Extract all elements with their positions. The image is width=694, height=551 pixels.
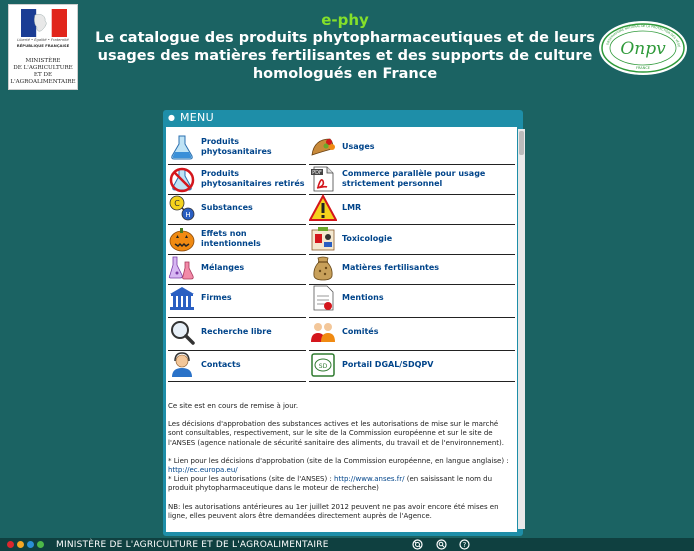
menu-item-toxicologie[interactable] — [309, 225, 514, 253]
cornucopia-icon — [309, 133, 337, 161]
menu-item-contacts[interactable] — [168, 351, 308, 379]
info-text-span: * Lien pour les autorisations (site de l'ANSES) : — [168, 475, 335, 484]
svg-text:PDF: PDF — [312, 170, 322, 176]
menu-item-substances[interactable] — [168, 194, 308, 222]
svg-text:SD: SD — [318, 363, 328, 370]
menu-item-label: Recherche libre — [201, 327, 272, 336]
info-paragraph: Les décisions d'approbation des substances actives et les autorisations de mise sur le marché sont consultables, respectivement, sur le site de la Commission européenne et sur le site de l'ANSES (agence nationale de sécurité sanitaire des aliments, du travail et de l'environnement). — [168, 420, 504, 447]
info-text-span: * Lien pour les décisions d'approbation (site de la Commission européenne, en langue anglaise) : — [168, 456, 509, 465]
info-paragraph — [168, 457, 514, 494]
onpv-ring-text: OBSERVATOIRE NATIONAL DE LA PROTECTION DES VÉGÉ — [605, 23, 681, 48]
menu-item-portail-dgal[interactable] — [309, 351, 514, 379]
menu-item-label: Toxicologie — [342, 234, 393, 243]
menu-item-label: Matières fertilisantes — [342, 263, 440, 272]
pdf-icon — [309, 165, 337, 193]
menu-item-melanges[interactable] — [168, 254, 308, 282]
footer-dot-blue — [27, 541, 34, 548]
menu-item-produits-phytosanitaires[interactable] — [168, 133, 308, 161]
separator — [168, 381, 306, 382]
label-line: phytosanitaires — [201, 147, 272, 156]
republic-motto: Liberté • Égalité • Fraternité — [17, 38, 69, 42]
info-text — [168, 402, 514, 530]
menu-title: MENU — [180, 111, 214, 124]
onpv-country: FRANCE — [636, 66, 650, 70]
label-line: phytosanitaires retirés — [201, 179, 305, 188]
ministry-line: ET DE — [33, 72, 53, 78]
ministry-logo — [8, 4, 78, 90]
fertilizer-bag-icon — [309, 254, 337, 282]
portal-icon — [309, 351, 337, 379]
menu-item-matieres-fertilisantes[interactable] — [309, 254, 514, 282]
menu-item-label: Mentions — [342, 293, 384, 302]
ministry-line: L'AGROALIMENTAIRE — [10, 79, 76, 85]
republic-label: RÉPUBLIQUE FRANÇAISE — [16, 43, 70, 48]
svg-text:?: ? — [462, 541, 467, 549]
search-icon[interactable] — [436, 539, 447, 550]
footer-dot-red — [7, 541, 14, 548]
menu-item-mentions[interactable] — [309, 284, 514, 312]
menu-item-usages[interactable] — [309, 133, 514, 161]
marianne-flag-icon — [21, 9, 67, 37]
mixing-flasks-icon — [168, 254, 196, 282]
ministry-line: DE L'AGRICULTURE — [13, 65, 73, 71]
menu-item-produits-retires[interactable] — [168, 165, 308, 193]
info-paragraph: NB: les autorisations antérieures au 1er juillet 2012 peuvent ne pas avoir encore été mises en ligne, elles peuvent alors être demandées directement auprès de l'Agence. — [168, 502, 499, 520]
title-line: Le catalogue des produits phytopharmaceutiques et de leurs — [95, 30, 595, 46]
label-line: Effets non — [201, 229, 247, 238]
menu-content — [166, 127, 517, 532]
info-text-span: (en saisissant le nom du produit phytopharmaceutique dans le moteur de recherche) — [168, 475, 493, 493]
menu-item-effets-non-intentionnels[interactable] — [168, 225, 308, 253]
toxicology-icon — [309, 225, 337, 253]
footer-ministry-text: MINISTÈRE DE L'AGRICULTURE ET DE L'AGROALIMENTAIRE — [56, 540, 329, 550]
info-paragraph: Ce site est en cours de remise à jour. — [168, 402, 299, 410]
scrollbar-thumb[interactable] — [519, 131, 524, 155]
menu-item-label — [201, 229, 261, 249]
menu-panel — [163, 110, 523, 536]
title-line: homologués en France — [252, 66, 438, 82]
label-line: Produits — [201, 169, 240, 178]
link-anses[interactable]: http://www.anses.fr/ — [334, 475, 405, 484]
people-icon — [309, 318, 337, 346]
label-line: Produits — [201, 137, 240, 146]
menu-item-label: Contacts — [201, 360, 241, 369]
bullet-icon: ● — [168, 113, 175, 122]
svg-text:C: C — [174, 199, 180, 208]
molecule-icon — [168, 194, 196, 222]
lifebuoy-icon[interactable] — [412, 539, 423, 550]
footer-dot-orange — [17, 541, 24, 548]
warning-icon — [309, 194, 337, 222]
svg-text:H: H — [185, 211, 191, 219]
label-line: Commerce parallèle pour usage — [342, 169, 486, 178]
menu-item-label: Mélanges — [201, 263, 245, 272]
ministry-name — [9, 58, 77, 86]
menu-item-label: Substances — [201, 203, 253, 212]
site-brand: e-phy — [321, 11, 369, 29]
menu-item-label — [201, 137, 272, 157]
menu-item-lmr[interactable] — [309, 194, 514, 222]
title-line: usages des matières fertilisantes et des supports de culture — [97, 48, 593, 64]
separator — [309, 381, 515, 382]
ministry-line: MINISTÈRE — [25, 58, 61, 64]
label-line: strictement personnel — [342, 179, 443, 188]
onpv-logo-text: Onpv — [620, 39, 666, 59]
scrollbar-track[interactable] — [518, 129, 525, 529]
help-icon[interactable] — [459, 539, 470, 550]
menu-item-label: Portail DGAL/SDQPV — [342, 360, 434, 369]
document-icon — [309, 284, 337, 312]
menu-item-label: LMR — [342, 203, 362, 212]
building-icon — [168, 284, 196, 312]
label-line: intentionnels — [201, 239, 261, 248]
menu-item-commerce-parallele[interactable] — [309, 165, 514, 193]
menu-header — [163, 110, 523, 127]
pumpkin-icon — [168, 225, 196, 253]
menu-item-comites[interactable] — [309, 318, 514, 346]
menu-item-firmes[interactable] — [168, 284, 308, 312]
link-ec-europa[interactable]: http://ec.europa.eu/ — [168, 466, 238, 475]
footer-dot-green — [37, 541, 44, 548]
magnifier-icon — [168, 318, 196, 346]
menu-item-recherche-libre[interactable] — [168, 318, 308, 346]
page-title — [95, 29, 595, 83]
menu-item-label — [342, 169, 485, 189]
menu-item-label: Usages — [342, 142, 375, 151]
menu-item-label: Comités — [342, 327, 379, 336]
flask-icon — [168, 133, 196, 161]
onpv-logo — [598, 20, 688, 76]
menu-item-label — [201, 169, 305, 189]
flask-prohibited-icon — [168, 165, 196, 193]
person-icon — [168, 351, 196, 379]
menu-item-label: Firmes — [201, 293, 232, 302]
